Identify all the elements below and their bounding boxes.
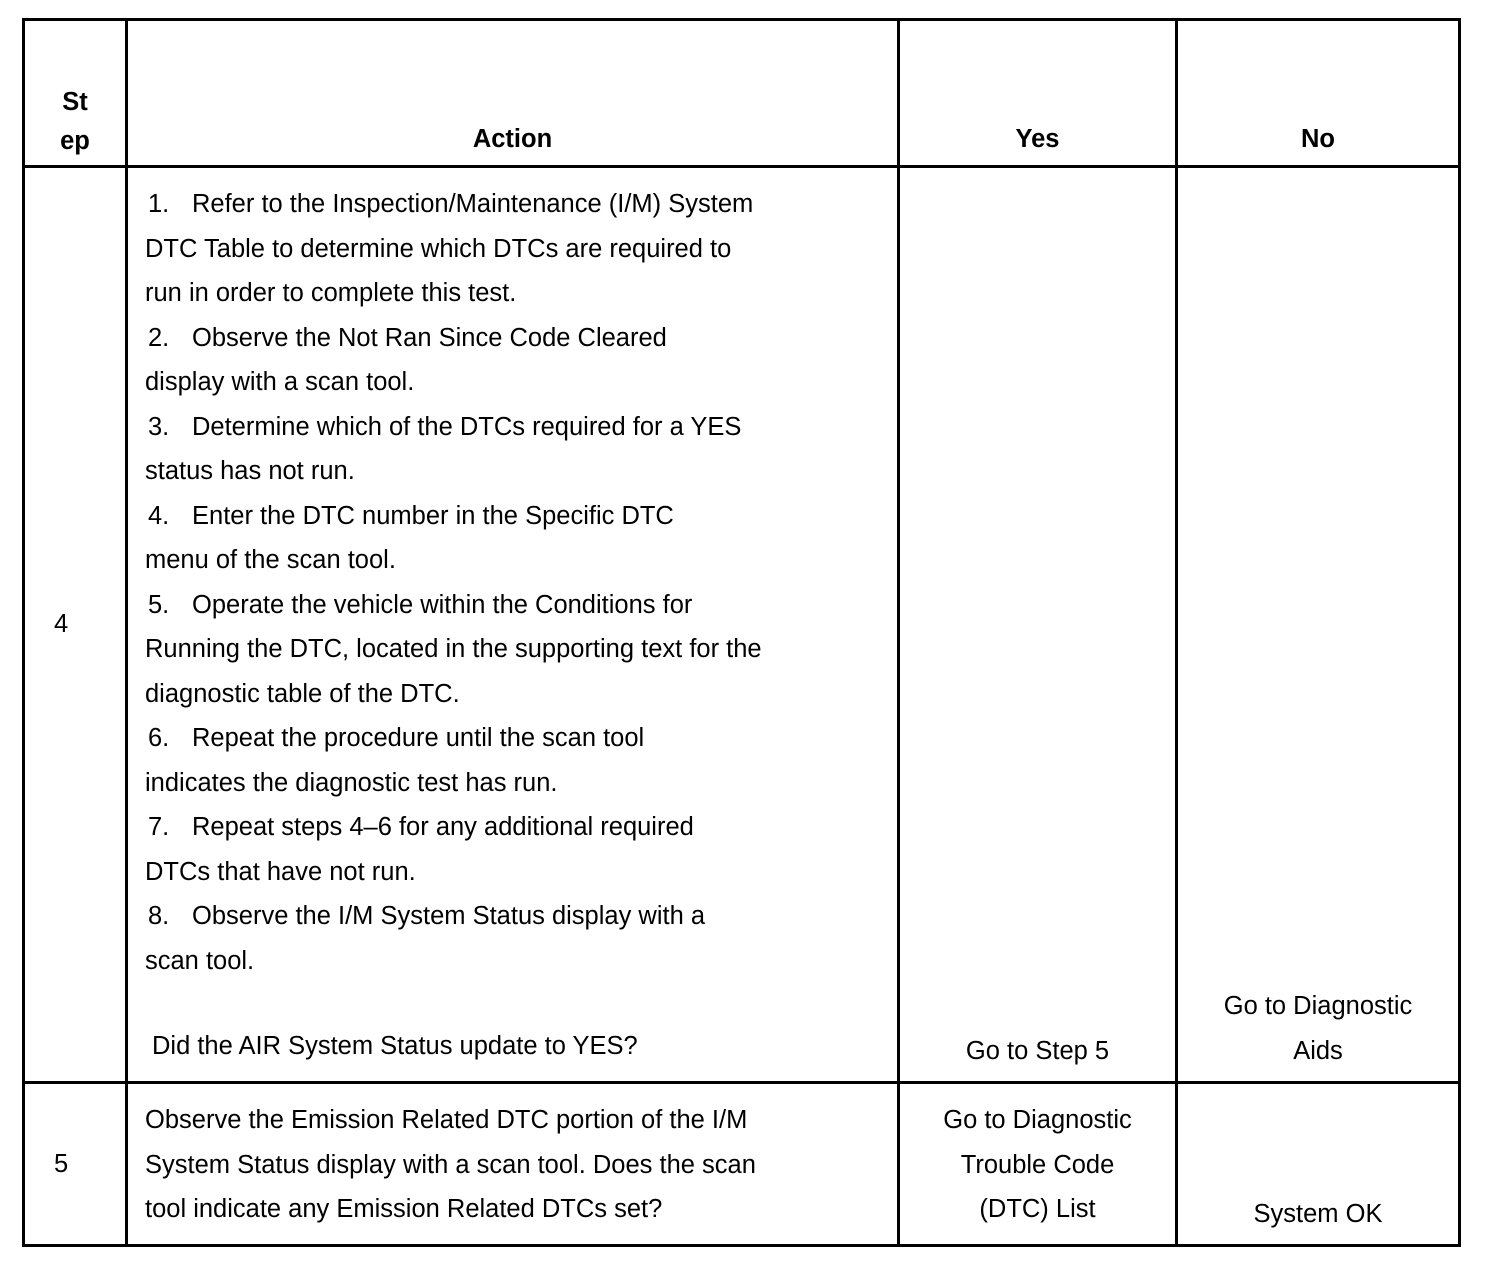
item-text: Enter the DTC number in the Specific DTC: [192, 501, 674, 530]
item-number: 8.: [148, 902, 170, 930]
item-text: Observe the Not Ran Since Code Cleared: [192, 323, 667, 352]
item-number: 7.: [148, 813, 170, 841]
list-item: [145, 494, 877, 583]
list-item: [145, 405, 877, 494]
step-number: 5: [24, 1083, 127, 1246]
item-continuation: display with a scan tool.: [145, 368, 415, 396]
item-text: Repeat steps 4–6 for any additional required: [192, 813, 694, 841]
item-text: Operate the vehicle within the Conditions for: [192, 590, 693, 619]
list-item: [145, 716, 877, 805]
item-number: 3.: [148, 412, 170, 441]
item-continuation: indicates the diagnostic test has run.: [145, 768, 558, 797]
list-item: [145, 182, 877, 316]
action-text: Observe the Emission Related DTC portion of the I/M System Status display with a scan tool. Does the scan tool indicate any Emission Related DTCs set?: [145, 1106, 756, 1223]
item-text: Refer to the Inspection/Maintenance (I/M) System: [192, 190, 754, 218]
header-yes: Yes: [899, 20, 1177, 167]
action-cell: [127, 1083, 899, 1246]
header-row: [24, 20, 1460, 167]
header-no: No: [1177, 20, 1460, 167]
item-continuation: DTC Table to determine which DTCs are required to run in order to complete this test.: [145, 234, 732, 307]
list-item: [145, 583, 877, 717]
item-number: 1.: [148, 190, 170, 218]
item-text: Repeat the procedure until the scan tool: [192, 724, 645, 752]
header-step: St ep: [24, 20, 127, 167]
list-item: [145, 894, 877, 983]
item-number: 6.: [148, 724, 170, 752]
item-continuation: status has not run.: [145, 457, 355, 485]
item-continuation: Running the DTC, located in the supporting text for the diagnostic table of the DTC.: [145, 635, 762, 708]
no-cell: System OK: [1177, 1083, 1460, 1246]
header-action: Action: [127, 20, 899, 167]
item-text: Determine which of the DTCs required for a YES: [192, 412, 742, 441]
item-number: 5.: [148, 590, 170, 619]
yes-cell: Go to Diagnostic Trouble Code (DTC) List: [899, 1083, 1177, 1246]
item-number: 4.: [148, 501, 170, 530]
item-text: Observe the I/M System Status display with a: [192, 902, 706, 930]
item-continuation: DTCs that have not run.: [145, 857, 416, 886]
step-number: 4: [24, 167, 127, 1083]
list-item: [145, 316, 877, 405]
list-item: [145, 805, 877, 894]
question-text: Did the AIR System Status update to YES?: [152, 1032, 638, 1060]
table-row: [24, 167, 1460, 1083]
action-cell: [127, 167, 899, 1083]
item-continuation: scan tool.: [145, 946, 255, 975]
no-cell: Go to Diagnostic Aids: [1177, 167, 1460, 1083]
table-row: [24, 1083, 1460, 1246]
yes-cell: Go to Step 5: [899, 167, 1177, 1083]
item-number: 2.: [148, 323, 170, 352]
item-continuation: menu of the scan tool.: [145, 546, 396, 574]
diagnostic-table: [22, 18, 1461, 1247]
